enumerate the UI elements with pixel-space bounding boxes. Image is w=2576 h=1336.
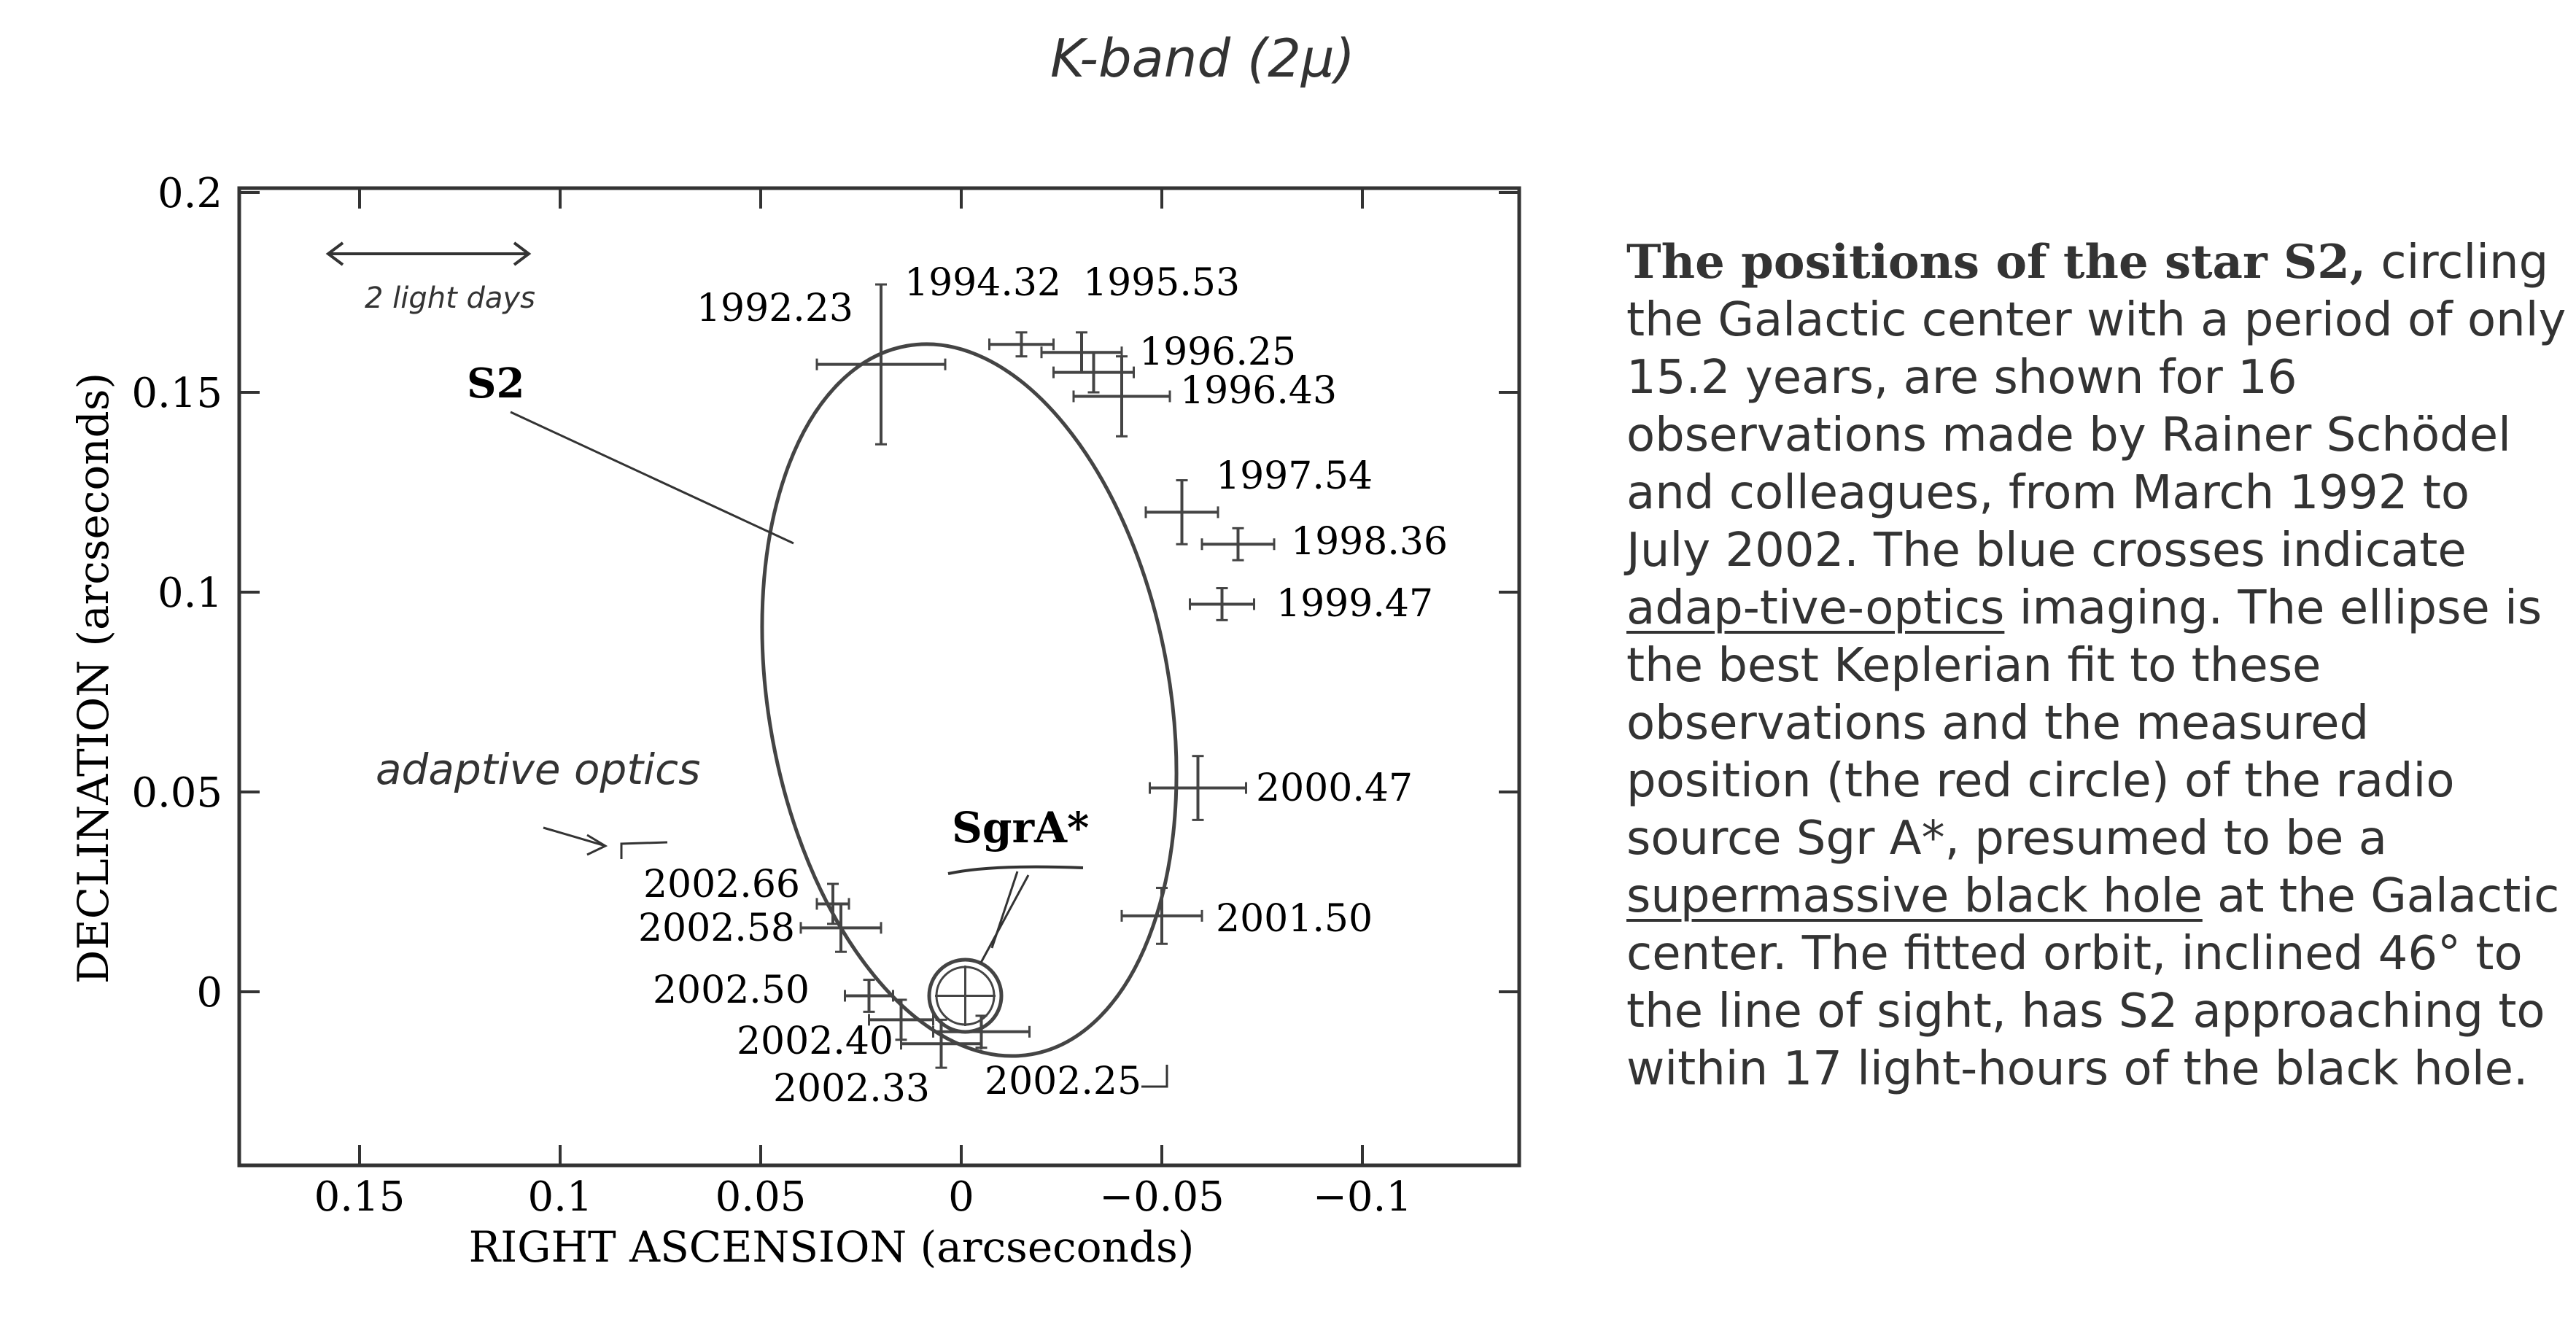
sgra-label: SgrA* [952, 803, 1090, 853]
point-label: 1995.53 [1083, 261, 1241, 305]
adaptive-optics-note: adaptive optics [376, 745, 701, 794]
point-label: 2002.25 [985, 1060, 1142, 1103]
caption-part2: imaging. The ellipse is the best Keplerian fit to these observations and the measured position (the red circle) of the radio source Sgr A*, presumed to be a [1626, 581, 2542, 866]
y-axis-label: DECLINATION (arcseconds) [69, 372, 118, 984]
y-tick-label: 0.15 [131, 370, 222, 417]
point-label: 1999.47 [1276, 582, 1434, 626]
x-tick-label: −0.05 [1099, 1173, 1225, 1221]
point-label: 2002.50 [652, 968, 810, 1012]
point-label: 1996.43 [1180, 369, 1338, 413]
sgra-label-underline [948, 867, 1083, 874]
x-tick-label: 0.1 [527, 1173, 593, 1221]
x-tick-label: −0.1 [1313, 1173, 1412, 1221]
s2-pointer [511, 412, 794, 543]
x-tick-label: 0 [948, 1173, 974, 1221]
caption-underline-2: supermassive black hole [1626, 869, 2203, 923]
point-label: 2001.50 [1216, 897, 1373, 941]
y-tick-label: 0.2 [157, 170, 222, 217]
scale-bar-label: 2 light days [365, 281, 535, 315]
scale-bar [328, 243, 529, 265]
sgra-pointer [981, 875, 1028, 963]
adaptive-optics-arrow [543, 828, 667, 859]
x-tick-label: 0.15 [314, 1173, 406, 1221]
caption-underline-1: adap-tive-optics [1626, 581, 2005, 635]
point-label: 2002.33 [772, 1067, 930, 1111]
point-label: 1996.25 [1139, 330, 1297, 374]
point-label: 2000.47 [1256, 766, 1413, 810]
y-tick-label: 0.05 [131, 769, 222, 817]
point-label: 2002.40 [736, 1020, 893, 1063]
point-label: 1998.36 [1291, 520, 1448, 564]
caption-bold: The positions of the star S2, [1626, 235, 2367, 290]
figure-caption [1626, 233, 2567, 1098]
caption-part1: circling the Galactic center with a period of only 15.2 years, are shown for 16 observations made by Rainer Schödel and colleagues, from March 1992 to July 2002. The blue crosses indicate [1626, 236, 2567, 578]
observation-labels [638, 261, 1448, 1111]
s2-label: S2 [467, 360, 525, 408]
x-tick-label: 0.05 [715, 1173, 807, 1221]
point-label: 1992.23 [696, 287, 853, 330]
y-tick-label: 0.1 [157, 570, 222, 617]
point-label: 1994.32 [904, 261, 1062, 305]
corner-mark [1141, 1065, 1167, 1087]
x-axis-label: RIGHT ASCENSION (arcseconds) [468, 1222, 1195, 1272]
point-label: 2002.58 [637, 906, 795, 950]
caption-part3: at the Galactic center. The fitted orbit, inclined 46° to the line of sight, has S2 approaching to within 17 light-hours of the black hole. [1626, 869, 2560, 1096]
y-tick-label: 0 [196, 969, 222, 1017]
heading-handwritten: K-band (2μ) [1050, 28, 1355, 89]
point-label: 2002.66 [643, 863, 800, 906]
point-label: 1997.54 [1216, 454, 1373, 498]
